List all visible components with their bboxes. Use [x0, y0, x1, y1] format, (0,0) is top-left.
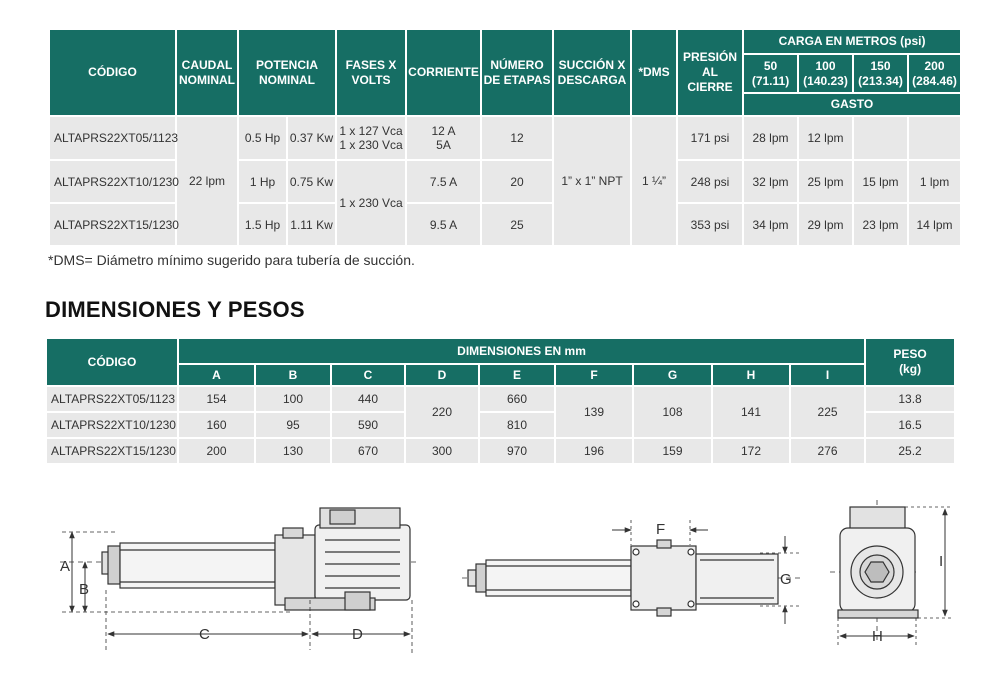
dim-header-a: A [179, 365, 254, 385]
peso-cell: 16.5 [866, 413, 954, 437]
dim-b-cell: 100 [256, 387, 330, 411]
dim-a-cell: 154 [179, 387, 254, 411]
corriente-cell: 12 A 5A [407, 117, 480, 159]
dim-i-cell: 276 [791, 439, 864, 463]
dim-f-cell: 196 [556, 439, 632, 463]
dim-header-e: E [480, 365, 554, 385]
dim-label-i: I [939, 553, 944, 570]
dim-c-cell: 440 [332, 387, 404, 411]
dim-b-cell: 130 [256, 439, 330, 463]
dim-c-cell: 590 [332, 413, 404, 437]
header-succion: SUCCIÓN X DESCARGA [554, 30, 630, 115]
dim-g-cell: 159 [634, 439, 711, 463]
caudal-cell: 22 lpm [177, 117, 237, 245]
dim-c-cell: 670 [332, 439, 404, 463]
dim-header-b: B [256, 365, 330, 385]
kw-cell: 0.37 Kw [288, 117, 335, 159]
dim-i-cell: 225 [791, 387, 864, 437]
dim-label-a: A [60, 558, 71, 575]
gasto-cell: 1 lpm [909, 161, 960, 202]
etapas-cell: 20 [482, 161, 552, 202]
header-presion: PRESIÓN AL CIERRE [678, 30, 742, 115]
dim-header-d: D [406, 365, 478, 385]
dim-header-h: H [713, 365, 789, 385]
row-codigo: ALTAPRS22XT05/1123 [47, 387, 177, 411]
dim-header-dimensiones: DIMENSIONES EN mm [179, 339, 864, 363]
header-potencia: POTENCIA NOMINAL [239, 30, 335, 115]
dim-label-c: C [199, 626, 210, 643]
hp-cell: 0.5 Hp [239, 117, 286, 159]
dim-a-cell: 160 [179, 413, 254, 437]
header-carga-200: 200 (284.46) [909, 55, 960, 92]
dim-header-g: G [634, 365, 711, 385]
section-title: DIMENSIONES Y PESOS [45, 297, 305, 322]
dim-f-cell: 139 [556, 387, 632, 437]
pump-top-view-drawing [462, 520, 800, 624]
row-codigo: ALTAPRS22XT10/1230 [50, 161, 175, 202]
dim-header-c: C [332, 365, 404, 385]
etapas-cell: 12 [482, 117, 552, 159]
presion-cell: 248 psi [678, 161, 742, 202]
dim-label-d: D [352, 626, 363, 643]
dim-label-b: B [79, 581, 90, 598]
peso-cell: 13.8 [866, 387, 954, 411]
dim-e-cell: 970 [480, 439, 554, 463]
dim-h-cell: 141 [713, 387, 789, 437]
pump-front-view-drawing [830, 500, 952, 646]
corriente-cell: 9.5 A [407, 204, 480, 245]
dim-e-cell: 810 [480, 413, 554, 437]
gasto-cell: 28 lpm [744, 117, 797, 159]
presion-cell: 171 psi [678, 117, 742, 159]
dim-header-f: F [556, 365, 632, 385]
header-codigo: CÓDIGO [50, 30, 175, 115]
dim-label-g: G [780, 571, 792, 588]
hp-cell: 1.5 Hp [239, 204, 286, 245]
header-corriente: CORRIENTE [407, 30, 480, 115]
gasto-cell: 25 lpm [799, 161, 852, 202]
header-carga-100: 100 (140.23) [799, 55, 852, 92]
gasto-cell: 12 lpm [799, 117, 852, 159]
etapas-cell: 25 [482, 204, 552, 245]
row-codigo: ALTAPRS22XT10/1230 [47, 413, 177, 437]
dim-header-peso: PESO (kg) [866, 339, 954, 385]
dms-cell: 1 ¼” [632, 117, 676, 245]
dim-label-h: H [872, 628, 883, 645]
gasto-cell: 15 lpm [854, 161, 907, 202]
dim-header-codigo: CÓDIGO [47, 339, 177, 385]
gasto-cell: 32 lpm [744, 161, 797, 202]
dim-b-cell: 95 [256, 413, 330, 437]
fases-cell: 1 x 127 Vca 1 x 230 Vca [337, 117, 405, 159]
succion-cell: 1” x 1” NPT [554, 117, 630, 245]
gasto-cell: 34 lpm [744, 204, 797, 245]
header-caudal: CAUDAL NOMINAL [177, 30, 237, 115]
dim-e-cell: 660 [480, 387, 554, 411]
kw-cell: 0.75 Kw [288, 161, 335, 202]
pump-side-view-drawing [60, 508, 420, 655]
header-gasto: GASTO [744, 94, 960, 115]
header-carga-50: 50 (71.11) [744, 55, 797, 92]
gasto-cell: 14 lpm [909, 204, 960, 245]
presion-cell: 353 psi [678, 204, 742, 245]
fases-cell: 1 x 230 Vca [337, 161, 405, 245]
header-carga: CARGA EN METROS (psi) [744, 30, 960, 53]
gasto-cell: 23 lpm [854, 204, 907, 245]
gasto-cell: 29 lpm [799, 204, 852, 245]
header-carga-150: 150 (213.34) [854, 55, 907, 92]
corriente-cell: 7.5 A [407, 161, 480, 202]
dms-footnote: *DMS= Diámetro mínimo sugerido para tubería de succión. [48, 252, 415, 268]
dim-label-f: F [656, 521, 666, 538]
header-etapas: NÚMERO DE ETAPAS [482, 30, 552, 115]
dim-g-cell: 108 [634, 387, 711, 437]
dim-h-cell: 172 [713, 439, 789, 463]
hp-cell: 1 Hp [239, 161, 286, 202]
dim-d-cell: 300 [406, 439, 478, 463]
dim-d-cell: 220 [406, 387, 478, 437]
header-fases: FASES X VOLTS [337, 30, 405, 115]
row-codigo: ALTAPRS22XT05/1123 [50, 117, 175, 159]
peso-cell: 25.2 [866, 439, 954, 463]
row-codigo: ALTAPRS22XT15/1230 [50, 204, 175, 245]
dim-a-cell: 200 [179, 439, 254, 463]
row-codigo: ALTAPRS22XT15/1230 [47, 439, 177, 463]
header-dms: *DMS [632, 30, 676, 115]
kw-cell: 1.11 Kw [288, 204, 335, 245]
dim-header-i: I [791, 365, 864, 385]
